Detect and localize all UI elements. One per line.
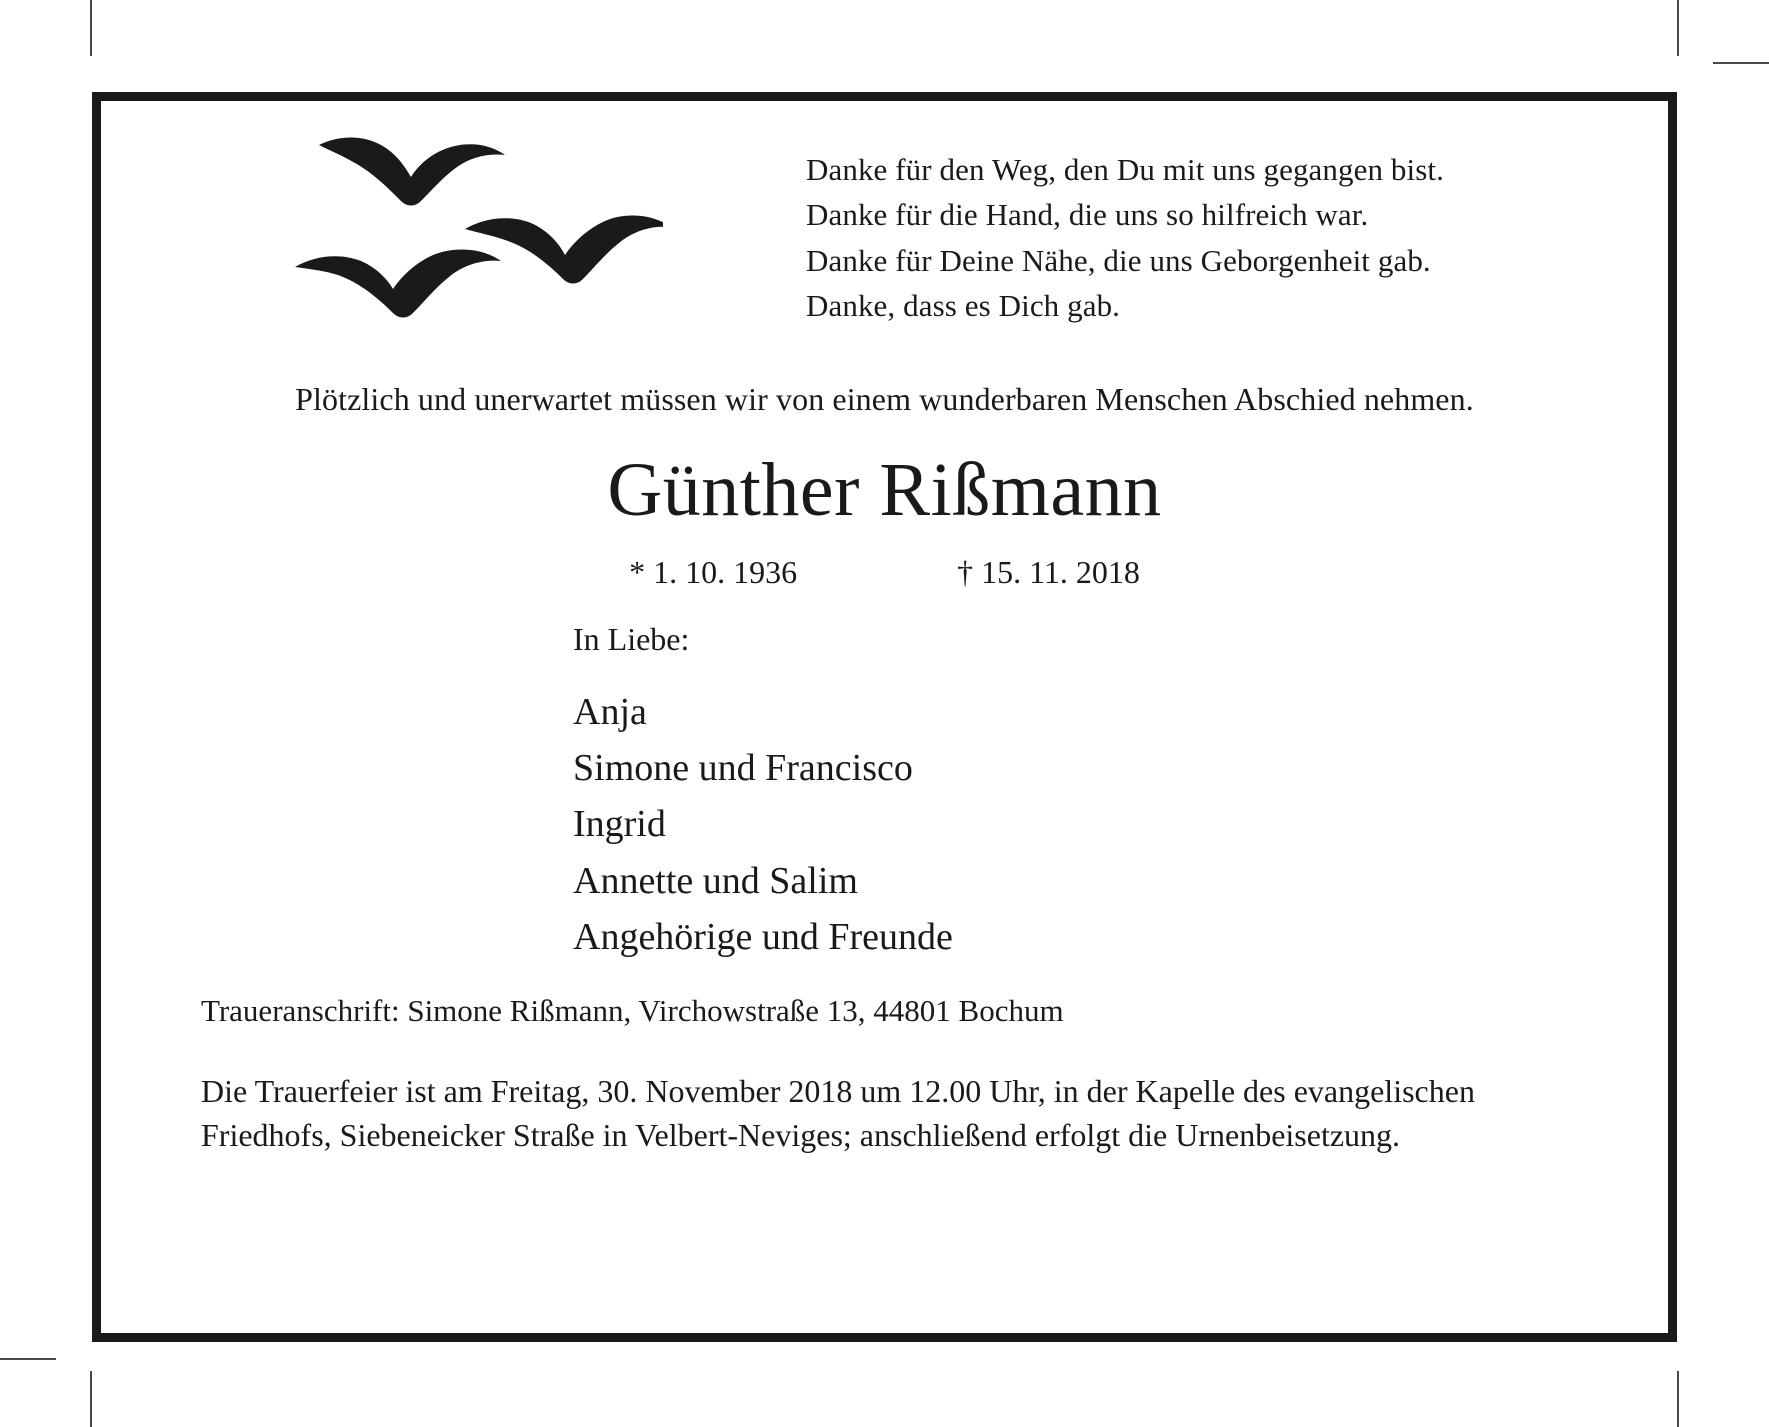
birth-date: * 1. 10. 1936 <box>629 554 798 590</box>
family-block <box>143 621 1626 965</box>
obituary-notice <box>92 92 1677 1342</box>
death-date: † 15. 11. 2018 <box>957 554 1140 590</box>
mourning-address: Traueranschrift: Simone Rißmann, Virchowstraße 13, 44801 Bochum <box>201 993 1064 1029</box>
crop-mark-bottom-right-vertical <box>1677 1371 1679 1427</box>
life-dates <box>143 554 1626 591</box>
family-member: Angehörige und Freunde <box>573 915 953 958</box>
verse-line-2: Danke für die Hand, die uns so hilfreich war. <box>806 197 1369 233</box>
verse-block <box>806 119 1626 328</box>
crop-mark-top-right-horizontal <box>1713 62 1769 64</box>
crop-mark-top-right-vertical <box>1677 0 1679 56</box>
ceremony-info: Die Trauerfeier ist am Freitag, 30. November 2018 um 12.00 Uhr, in der Kapelle des evangelischen Friedhofs, Siebeneicker Straße in Velbert-Neviges; anschließend erfolgt die Urnenbeisetzung. <box>201 1073 1475 1154</box>
crop-mark-bottom-left-horizontal <box>0 1358 56 1360</box>
deceased-name: Günther Rißmann <box>607 448 1162 532</box>
crop-mark-top-left-vertical <box>90 0 92 56</box>
crop-mark-bottom-left-vertical <box>90 1371 92 1427</box>
obituary-content <box>101 101 1668 1333</box>
family-member: Annette und Salim <box>573 859 858 902</box>
verse-line-4: Danke, dass es Dich gab. <box>806 287 1121 323</box>
family-member: Simone und Francisco <box>573 747 913 790</box>
intro-text: Plötzlich und unerwartet müssen wir von einem wunderbaren Menschen Abschied nehmen. <box>295 381 1474 417</box>
family-member: Ingrid <box>573 803 666 846</box>
header-row <box>143 119 1626 369</box>
family-member: Anja <box>573 691 647 733</box>
birds-illustration <box>143 119 663 334</box>
in-liebe-label: In Liebe: <box>573 621 690 657</box>
three-flying-birds-icon <box>293 129 663 329</box>
verse-line-1: Danke für den Weg, den Du mit uns gegangen bist. <box>806 152 1444 187</box>
verse-line-3: Danke für Deine Nähe, die uns Geborgenheit gab. <box>806 242 1431 278</box>
